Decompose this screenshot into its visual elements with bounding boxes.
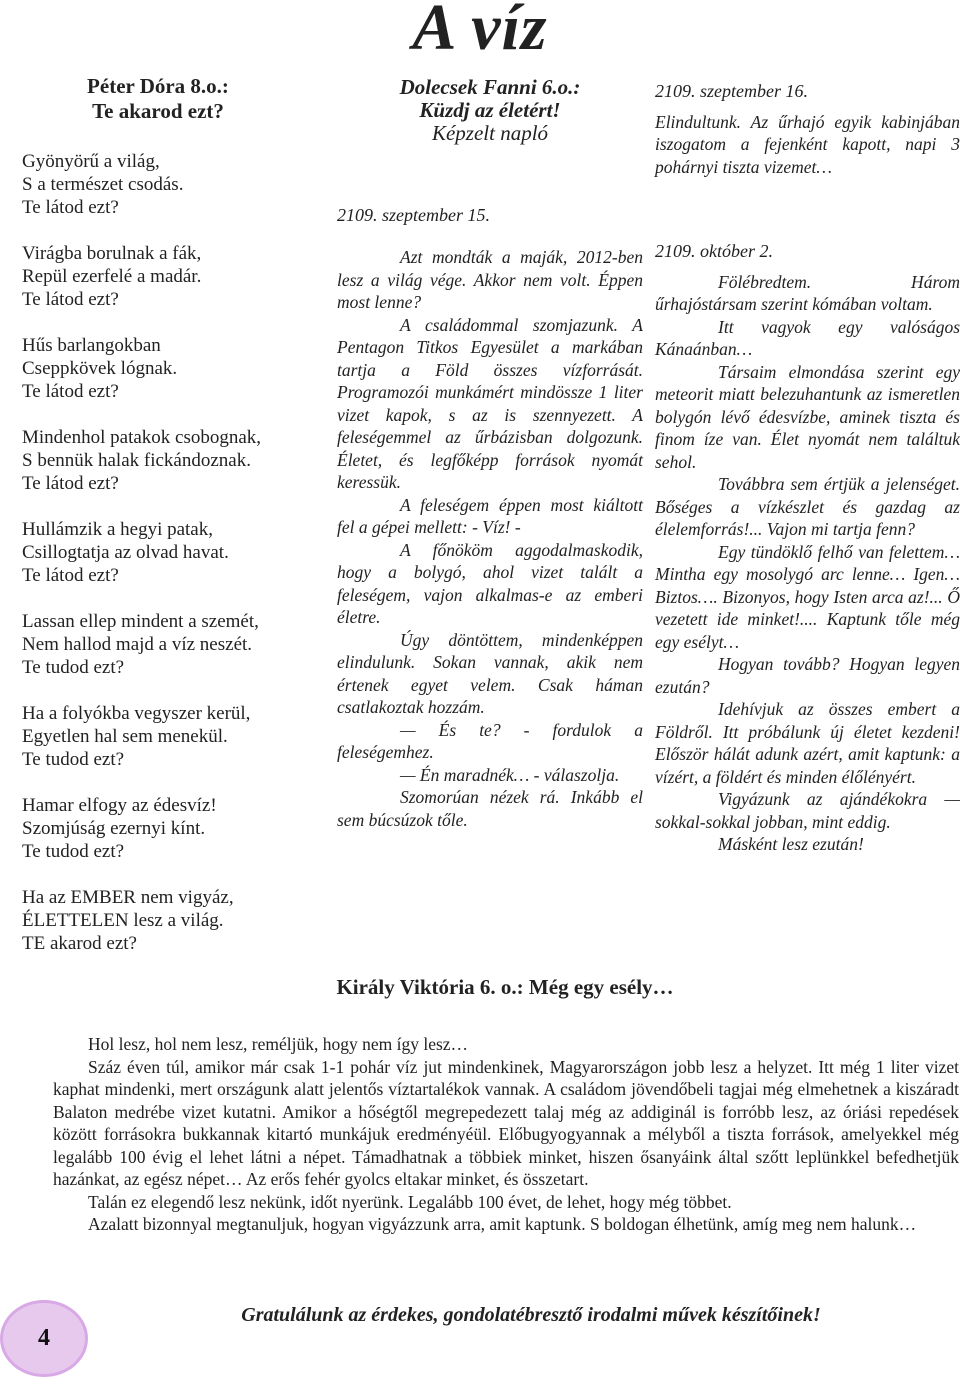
story1-title: Küzdj az életért! (419, 98, 561, 122)
poem-line: Hűs barlangokban (22, 335, 161, 356)
diary-paragraph: Úgy döntöttem, mindenképpen elindulunk. Sokan vannak, akik nem értenek egyet velem. Csak háman csatlakoztak hozzám. (337, 629, 643, 717)
poem-line: Hamar elfogy az édesvíz! (22, 795, 217, 816)
poem-line: Gyönyörű a világ, (22, 151, 160, 172)
poem-title: Te akarod ezt? (92, 99, 224, 123)
story2-paragraph: Száz éven túl, amikor már csak 1-1 pohár víz jut mindenkinek, Magyarországon jobb lesz a helyzet. Itt még 1 liter vizet kaphat mindenki, mert országunk alatt jelentős víztartalékok vannak. A családom jövendőbeli tagjai még elmehetnek a kiszáradt Balaton medrébe vizet kutatni. Amikor a hőségtől megrepedezett talaj még az addiginál is forróbb lesz, az óriási repedések között forrásokra bukkannak kitartó munkájuk eredményéül. Előbugyogyannak a mélyből a tiszta források, amelyekkel még legalább 100 évig el lehet látni a népet. Támadhatnak a többiek minket, hiszen ősanyáink által szőtt leplünkkel befedhetjük hazánkat, az egész népet… Az erős fehér gyolcs eltakar minket, és összetart. (53, 1056, 959, 1189)
poem-line: Te látod ezt? (22, 473, 119, 494)
poem-line: Csillogtatja az olvad havat. (22, 542, 229, 563)
poem-line: Ha a folyókba vegyszer kerül, (22, 703, 251, 724)
poem-line: Te látod ezt? (22, 197, 119, 218)
diary-paragraph: Egy tündöklő felhő van felettem… Mintha egy mosolygó arc lenne… Igen… Biztos…. Bizonyos, hogy Isten arca az!... Ő vezetett ide minket!.... Kaptunk tőle még egy esélyt… (655, 541, 960, 652)
diary-paragraph: Továbbra sem értjük a jelenséget. Bőséges a vízkészlet és gazdag az élelemforrás!... Vajon mi tartja fenn? (655, 474, 960, 539)
poem-line: Repül ezerfelé a madár. (22, 266, 202, 287)
poem-stanza (22, 426, 307, 495)
poem-stanza (22, 150, 307, 219)
diary-paragraph: — És te? - fordulok a feleségemhez. (337, 719, 643, 762)
story2-paragraph: Hol lesz, hol nem lesz, reméljük, hogy nem így lesz… (88, 1034, 469, 1054)
diary-paragraph: A főnököm aggodalmaskodik, hogy a bolygó, ahol vizet talált a feleségem, vajon alkalmas-e az emberi életre. (337, 539, 643, 627)
poem-heading (28, 74, 288, 124)
diary-date: 2109. szeptember 16. (655, 81, 808, 101)
poem-stanza (22, 886, 307, 955)
congratulations-line: Gratulálunk az érdekes, gondolatébresztő irodalmi művek készítőinek! (241, 1304, 821, 1326)
poem-line: Mindenhol patakok csobognak, (22, 427, 262, 448)
diary-paragraph: Itt vagyok egy valóságos Kánaánban… (655, 316, 960, 359)
diary-paragraph: Másként lesz ezután! (718, 834, 864, 854)
page-title: A víz (412, 0, 548, 64)
diary-date: 2109. szeptember 15. (337, 205, 490, 225)
poem-line: S bennük halak fickándoznak. (22, 450, 251, 471)
poem-line: Te látod ezt? (22, 565, 119, 586)
diary-date: 2109. október 2. (655, 241, 773, 261)
poem-author: Péter Dóra 8.o.: (87, 74, 229, 98)
diary-paragraph: A feleségem éppen most kiáltott fel a gépei mellett: - Víz! - (337, 494, 643, 537)
diary-paragraph: Hogyan tovább? Hogyan legyen ezután? (655, 654, 960, 697)
story2-paragraph: Azalatt bizonnyal megtanuljuk, hogyan vigyázzunk arra, amit kaptunk. S boldogan élhetünk, amíg meg nem halunk… (88, 1214, 917, 1234)
poem-line: Te tudod ezt? (22, 657, 125, 678)
page-number-badge: 4 (0, 1300, 88, 1377)
poem-line: ÉLETTELEN lesz a világ. (22, 910, 224, 931)
poem-stanza (22, 242, 307, 311)
poem-stanza (22, 702, 307, 771)
poem-line: Te tudod ezt? (22, 749, 125, 770)
diary-paragraph: Azt mondták a maják, 2012-ben lesz a világ vége. Akkor nem volt. Éppen most lenne? (337, 247, 643, 312)
poem-line: Szomjúság ezernyi kínt. (22, 818, 206, 839)
poem-line: Hullámzik a hegyi patak, (22, 519, 213, 540)
diary-paragraph: Társaim elmondása szerint egy meteorit miatt belezuhantunk az ismeretlen bolygón lévő édesvízbe, aminek tiszta és finom íze van. Élet nyomát nem találtuk sehol. (655, 361, 960, 472)
poem-line: Virágba borulnak a fák, (22, 243, 202, 264)
poem-stanza (22, 610, 307, 679)
poem-line: Nem hallod majd a víz neszét. (22, 634, 253, 655)
poem-line: Lassan ellep mindent a szemét, (22, 611, 259, 632)
story2-title: Király Viktória 6. o.: Még egy esély… (336, 975, 674, 999)
poem-line: S a természet csodás. (22, 174, 184, 195)
poem-stanza (22, 518, 307, 587)
diary-entry-oct2 (655, 240, 960, 856)
poem-line: Te tudod ezt? (22, 841, 125, 862)
story1-author: Dolecsek Fanni 6.o.: (399, 75, 581, 99)
diary-entry-sep16 (655, 80, 960, 178)
story2-paragraph: Talán ez elegendő lesz nekünk, időt nyerünk. Legalább 100 évet, de lehet, hogy még többet. (88, 1191, 732, 1212)
diary-paragraph: Elindultunk. Az űrhajó egyik kabinjában iszogatom a fejenként kapott, napi 3 pohárnyi tiszta vizemet… (655, 111, 960, 177)
poem-body (22, 150, 307, 978)
diary-paragraph: Szomorúan nézek rá. Inkább el sem búcsúzok tőle. (337, 787, 643, 830)
poem-line: Ha az EMBER nem vigyáz, (22, 887, 234, 908)
story1-heading (340, 76, 640, 145)
diary-column-2 (337, 246, 643, 831)
poem-line: Egyetlen hal sem menekül. (22, 726, 228, 747)
diary-paragraph: Vigyázunk az ajándékokra — sokkal-sokkal jobban, mint eddig. (655, 789, 960, 832)
story2-body (53, 1033, 959, 1236)
poem-stanza (22, 334, 307, 403)
poem-line: Te látod ezt? (22, 381, 119, 402)
poem-line: Cseppkövek lógnak. (22, 358, 178, 379)
poem-line: Te látod ezt? (22, 289, 119, 310)
diary-paragraph: Fölébredtem. Három űrhajóstársam szerint kómában voltam. (655, 271, 960, 314)
diary-paragraph: — Én maradnék… - válaszolja. (400, 764, 620, 785)
diary-paragraph: Idehívjuk az összes embert a Földről. Itt próbálunk új életet kezdeni! Először hálát adunk azért, amit kaptunk: a vízért, a földért és minden élőlényért. (655, 699, 960, 787)
story1-subtitle: Képzelt napló (431, 121, 549, 145)
poem-stanza (22, 794, 307, 863)
poem-line: TE akarod ezt? (22, 933, 137, 954)
diary-paragraph: A családommal szomjazunk. A Pentagon Titkos Egyesület a markában tartja a Föld összes vízforrását. Programozói munkámért mindössze 1 liter vizet kapok, s az is szennyezett. A feleségemmel az űrbázisban dolgozunk. Életet, és legfőképp források nyomát keressük. (337, 314, 643, 492)
